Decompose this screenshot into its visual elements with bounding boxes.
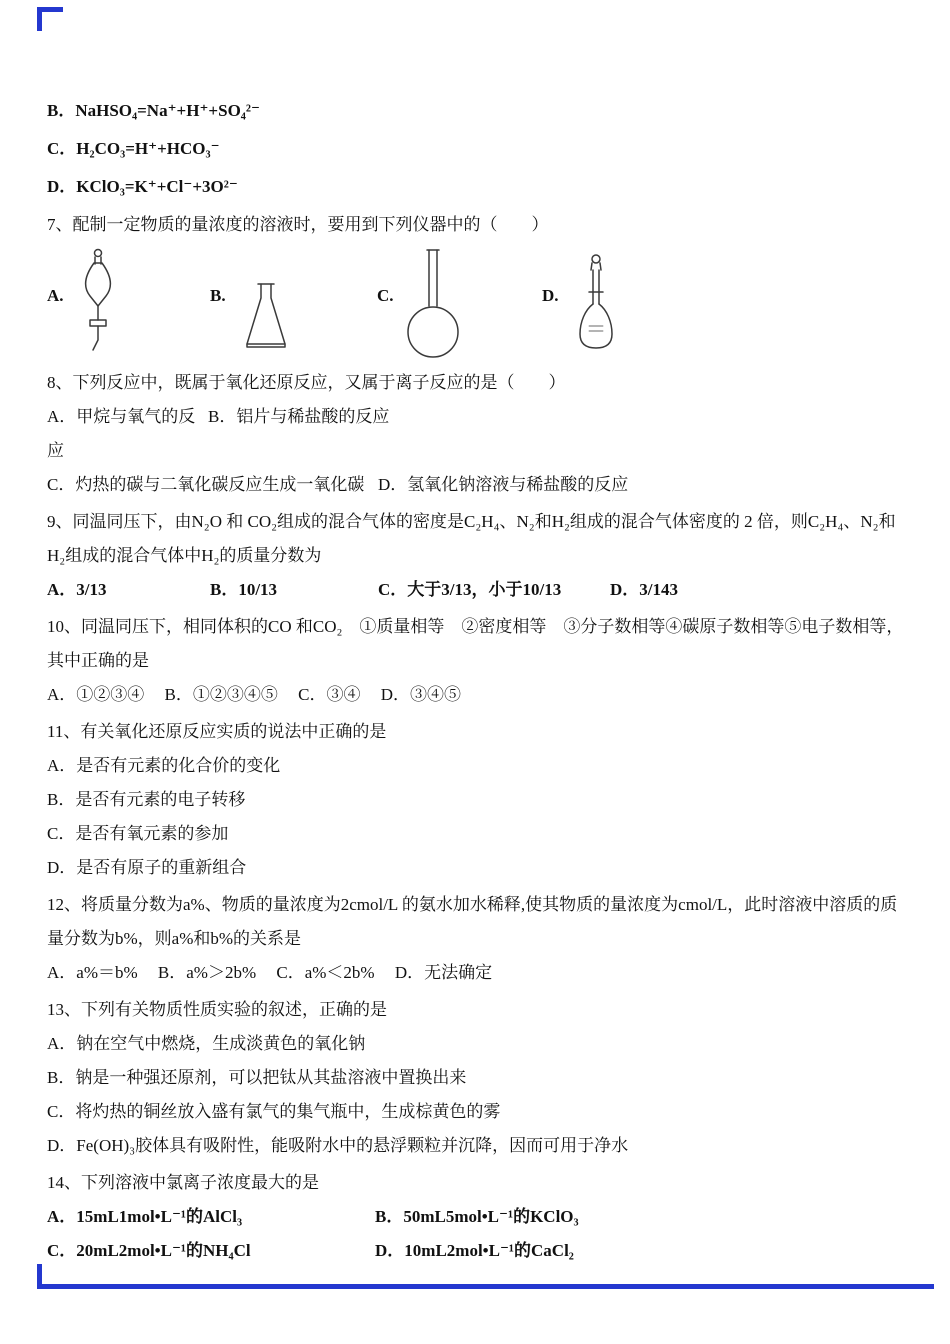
page-frame-top-corner-vertical [37,7,42,31]
q10-options-row [47,678,905,712]
exam-content [47,94,905,1268]
q9-options-row [47,573,905,607]
q14-option-d: D．10mL2mol•L⁻¹的CaCl₂ [375,1241,574,1260]
q14-options-row-1 [47,1200,905,1234]
q12-option-c: C．a%＜2b% [276,963,375,982]
q7-option-b-label: B. [210,286,226,305]
q9-stem: 9、同温同压下，由N₂O 和 CO₂组成的混合气体的密度是C₂H₄、N₂和H₂组成的混合气体密度的 2 倍，则C₂H₄、N₂和H₂组成的混合气体中H₂的质量分数为 [47,512,896,565]
q10-option-d: D．③④⑤ [380,685,461,704]
q10-stem: 10、同温同压下，相同体积的CO 和CO₂ ①质量相等 ②密度相等 ③分子数相等④碳原子数相等⑤电子数相等，其中正确的是 [47,617,904,670]
q8-option-a: A．甲烷与氧气的反应 [47,407,196,460]
q8-options-row-1 [47,400,905,468]
volumetric-flask-icon [575,254,617,354]
q7-option-c-label: C. [377,286,394,305]
q6-option-c: C．H₂CO₃=H⁺+HCO₃⁻ [47,139,220,158]
q10-option-a: A．①②③④ [47,685,145,704]
q8-options-row-2 [47,468,905,502]
q14-option-a: A．15mL1mol•L⁻¹的AlCl₃ [47,1207,243,1226]
q8-option-d: D．氢氧化钠溶液与稀盐酸的反应 [378,475,629,494]
q8-stem: 8、下列反应中，既属于氧化还原反应，又属于离子反应的是（ ） [47,373,566,392]
q12-option-d: D．无法确定 [394,963,493,982]
q14-options-row-2 [47,1234,905,1268]
q11-option-d: D．是否有原子的重新组合 [47,858,247,877]
page-frame-bottom-line [37,1284,934,1289]
q9-option-d: D．3/143 [610,580,678,599]
q14-option-c: C．20mL2mol•L⁻¹的NH₄Cl [47,1241,251,1260]
q9-option-a: A．3/13 [47,580,107,599]
q7-apparatus-row [47,248,905,360]
q9-option-b: B．10/13 [210,580,278,599]
q8-option-c: C．灼热的碳与二氧化碳反应生成一氧化碳 [47,475,365,494]
q10-option-b: B．①②③④⑤ [164,685,278,704]
q11-option-b: B．是否有元素的电子转移 [47,790,246,809]
q7-option-d-label: D. [542,286,559,305]
q11-option-c: C．是否有氧元素的参加 [47,824,229,843]
long-neck-round-bottom-flask-icon [407,248,459,360]
q14-stem: 14、下列溶液中氯离子浓度最大的是 [47,1173,319,1192]
page-frame-bottom-corner-vertical [37,1264,42,1289]
q13-stem: 13、下列有关物质性质实验的叙述，正确的是 [47,1000,387,1019]
q12-options-row [47,956,905,990]
q13-option-c: C．将灼热的铜丝放入盛有氯气的集气瓶中，生成棕黄色的雾 [47,1102,501,1121]
q6-option-d: D．KClO₃=K⁺+Cl⁻+3O²⁻ [47,177,238,196]
q7-stem: 7、配制一定物质的量浓度的溶液时，要用到下列仪器中的（ ） [47,215,549,234]
q12-option-b: B．a%＞2b% [157,963,257,982]
q7-option-a-label: A. [47,286,64,305]
erlenmeyer-flask-icon [243,282,289,352]
q12-option-a: A．a%＝b% [47,963,138,982]
q11-stem: 11、有关氧化还原反应实质的说法中正确的是 [47,722,387,741]
q13-option-d: D．Fe(OH)₃胶体具有吸附性，能吸附水中的悬浮颗粒并沉降，因而可用于净水 [47,1136,629,1155]
q6-option-b: B．NaHSO₄=Na⁺+H⁺+SO₄²⁻ [47,101,260,120]
q8-option-b: B．铝片与稀盐酸的反应 [208,407,390,426]
q11-option-a: A．是否有元素的化合价的变化 [47,756,281,775]
q13-option-a: A．钠在空气中燃烧，生成淡黄色的氧化钠 [47,1034,366,1053]
q13-option-b: B．钠是一种强还原剂，可以把钛从其盐溶液中置换出来 [47,1068,467,1087]
separating-funnel-icon [81,248,115,356]
q14-option-b: B．50mL5mol•L⁻¹的KClO₃ [375,1207,579,1226]
q12-stem: 12、将质量分数为a%、物质的量浓度为2cmol/L 的氨水加水稀释,使其物质的量浓度为cmol/L，此时溶液中溶质的质量分数为b%，则a%和b%的关系是 [47,895,898,948]
q10-option-c: C．③④ [298,685,361,704]
q9-option-c: C．大于3/13，小于10/13 [378,580,562,599]
